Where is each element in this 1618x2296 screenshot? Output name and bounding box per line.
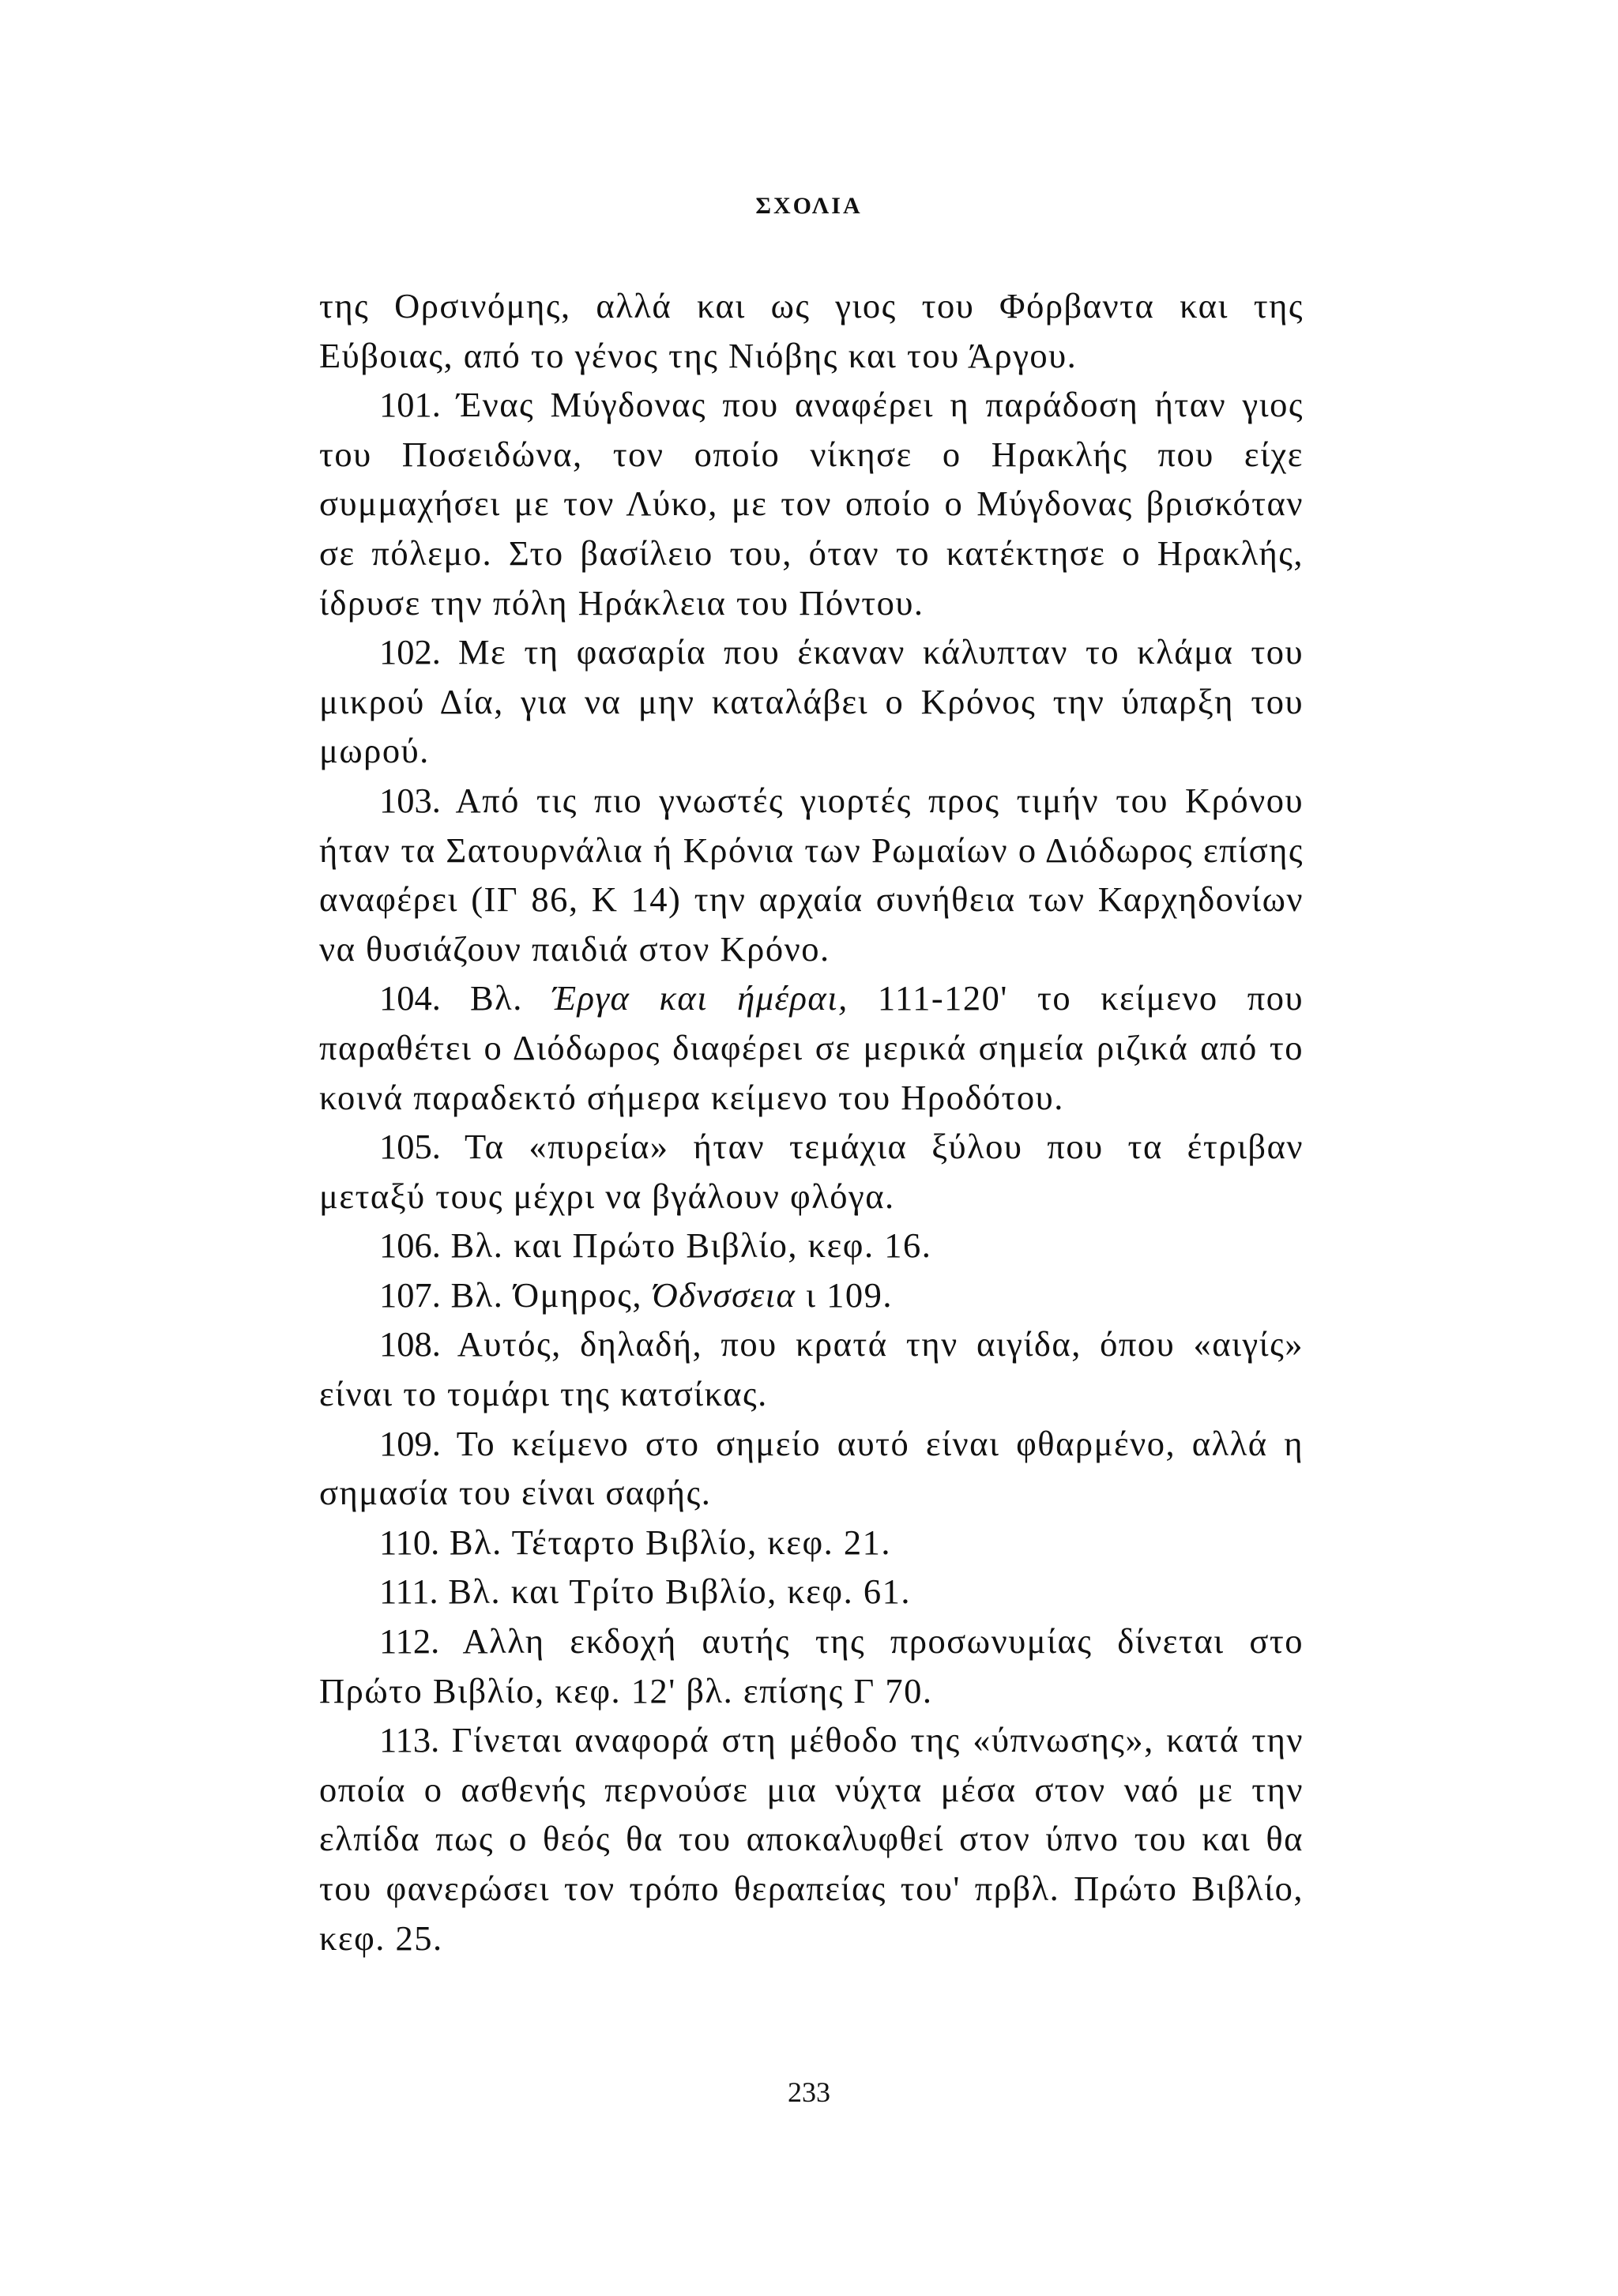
- endnote-text: Αυτός, δηλαδή, που κρατά την αιγίδα, όπου «αιγίς» είναι το τομάρι της κατσίκας.: [319, 1324, 1304, 1414]
- endnote: [319, 1567, 1304, 1617]
- endnote: [319, 380, 1304, 627]
- running-head: ΣΧΟΛΙΑ: [755, 193, 863, 219]
- endnote: [319, 1270, 1304, 1320]
- continued-note-text: της Ορσινόμης, αλλά και ως γιος του Φόρβαντα και της Εύβοιας, από το γένος της Νιόβης και του Άργου.: [319, 286, 1304, 375]
- endnote: [319, 1518, 1304, 1568]
- endnote-text: Με τη φασαρία που έκαναν κάλυπταν το κλάμα του μικρού Δία, για να μην καταλάβει ο Κρόνος την ύπαρξη του μωρού.: [319, 632, 1304, 771]
- endnote-number: 102.: [379, 632, 441, 672]
- endnote-number: 112.: [379, 1621, 440, 1662]
- endnote-text: Αλλη εκδοχή αυτής της προσωνυμίας δίνεται στο Πρώτο Βιβλίο, κεφ. 12' βλ. επίσης Γ 70.: [319, 1621, 1304, 1711]
- notes-body: [319, 281, 1304, 1963]
- endnote-text: Βλ. και Πρώτο Βιβλίο, κεφ. 16.: [450, 1225, 932, 1266]
- endnote-number: 113.: [379, 1720, 440, 1760]
- endnote-number: 109.: [379, 1423, 441, 1463]
- endnote-number: 111.: [379, 1571, 438, 1612]
- endnote-text: Βλ.: [469, 978, 552, 1018]
- endnote-number: 106.: [379, 1225, 441, 1266]
- endnote: [319, 1617, 1304, 1715]
- endnote-text: Τα «πυρεία» ήταν τεμάχια ξύλου που τα έτριβαν μεταξύ τους μέχρι να βγάλουν φλόγα.: [319, 1127, 1304, 1216]
- endnote-title-italic: Όδνσσεια: [652, 1274, 796, 1315]
- endnote-number: 101.: [379, 385, 441, 425]
- endnote: [319, 776, 1304, 973]
- endnote-text: Γίνεται αναφορά στη μέθοδο της «ύπνωσης», κατά την οποία ο ασθενής περνούσε μια νύχτα μέσα στον ναό με την ελπίδα πως ο θεός θα του αποκαλυφθεί στον ύπνο του και θα του φανερώσει τον τρόπο θεραπείας του' πρβλ. Πρώτο Βιβλίο, κεφ. 25.: [319, 1720, 1304, 1958]
- endnote: [319, 627, 1304, 776]
- endnote-text: 111-120' το κείμενο που παραθέτει ο Διόδωρος διαφέρει σε μερικά σημεία ριζικά από το κοινά παραδεκτό σήμερα κείμενο του Ηροδότου.: [319, 978, 1304, 1117]
- endnote: [319, 1419, 1304, 1518]
- endnote-number: 104.: [379, 978, 441, 1018]
- endnote-number: 108.: [379, 1324, 441, 1364]
- endnote-title-italic: Έργα και ήμέραι,: [551, 978, 849, 1018]
- endnote: [319, 1122, 1304, 1221]
- endnote-number: 107.: [379, 1274, 441, 1315]
- endnote-text: Βλ. και Τρίτο Βιβλίο, κεφ. 61.: [448, 1571, 911, 1612]
- endnote-text: Το κείμενο στο σημείο αυτό είναι φθαρμένο, αλλά η σημασία του είναι σαφής.: [319, 1423, 1304, 1513]
- endnote-text: Βλ. Όμηρος,: [450, 1274, 653, 1315]
- endnote-text: Από τις πιο γνωστές γιορτές προς τιμήν του Κρόνου ήταν τα Σατουρνάλια ή Κρόνια των Ρωμαίων ο Διόδωρος επίσης αναφέρει (ΙΓ 86, Κ 14) την αρχαία συνήθεια των Καρχηδονίων να θυσιάζουν παιδιά στον Κρόνο.: [319, 780, 1304, 969]
- endnote-number: 103.: [379, 780, 441, 820]
- endnote: [319, 1221, 1304, 1270]
- endnote-text: ι 109.: [796, 1274, 893, 1315]
- endnote-text: Βλ. Τέταρτο Βιβλίο, κεφ. 21.: [449, 1522, 892, 1562]
- endnote-number: 105.: [379, 1127, 441, 1167]
- notes-list: [319, 380, 1304, 1963]
- endnote-number: 110.: [379, 1522, 440, 1562]
- endnote-text: Ένας Μύγδονας που αναφέρει η παράδοση ήταν γιος του Ποσειδώνα, τον οποίο νίκησε ο Ηρακλής που είχε συμμαχήσει με τον Λύκο, με τον οποίο ο Μύγδονας βρισκόταν σε πόλεμο. Στο βασίλειο του, όταν το κατέκτησε ο Ηρακλής, ίδρυσε την πόλη Ηράκλεια του Πόντου.: [319, 385, 1304, 623]
- page-number: 233: [788, 2076, 830, 2108]
- endnote: [319, 1715, 1304, 1963]
- endnote: [319, 973, 1304, 1122]
- endnote: [319, 1319, 1304, 1418]
